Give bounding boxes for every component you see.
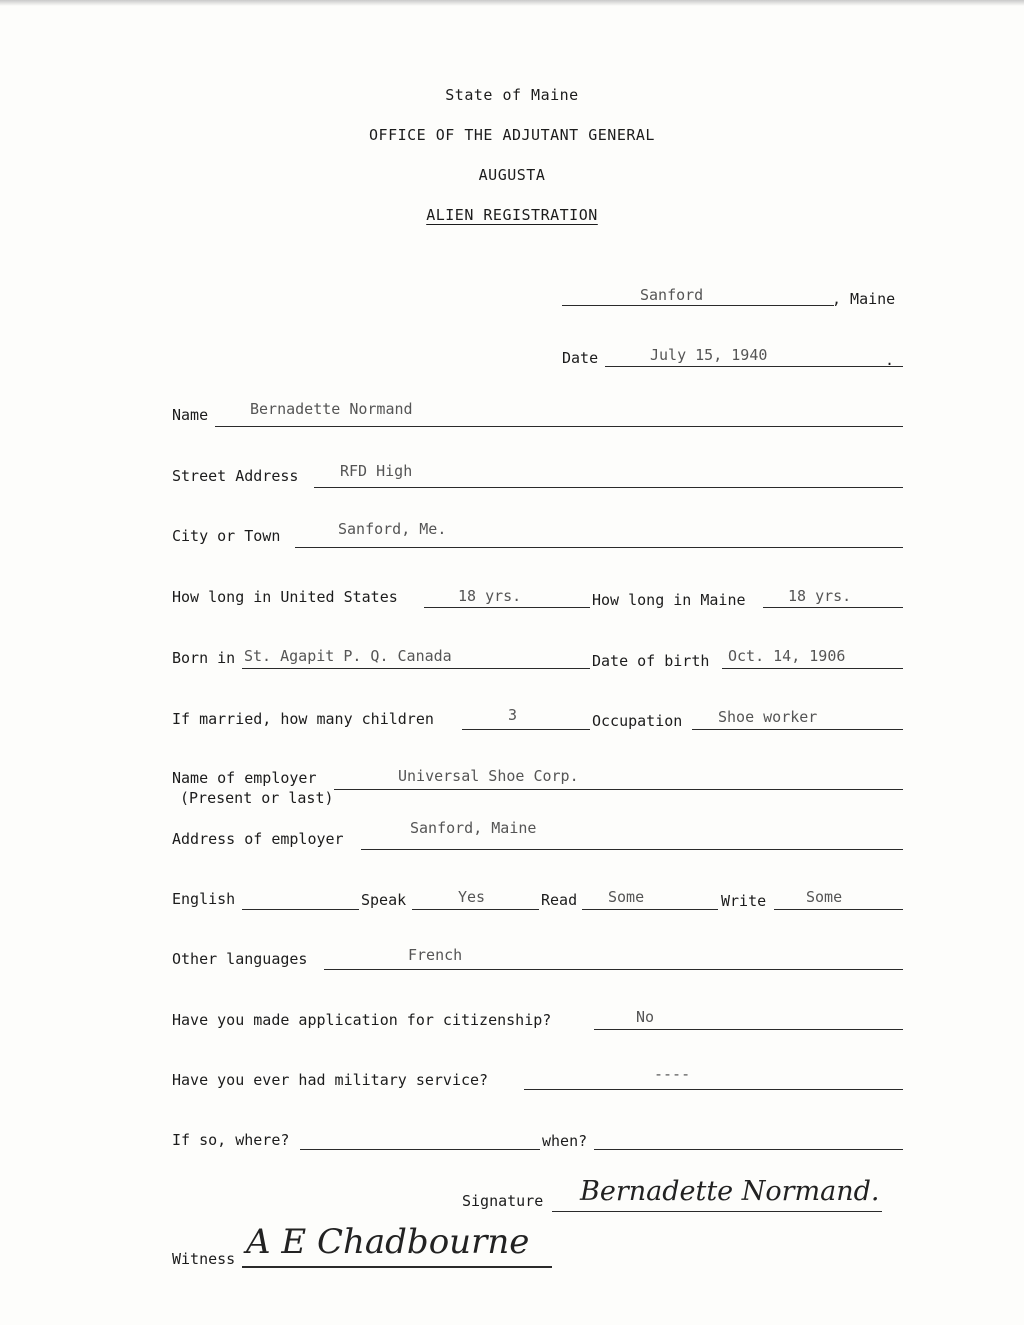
- town-value: Sanford: [640, 286, 704, 304]
- when-line: [594, 1149, 903, 1150]
- employer-sublabel: (Present or last): [180, 789, 334, 807]
- occupation-line: [692, 729, 903, 730]
- citizenship-value: No: [636, 1008, 655, 1026]
- us-years-line: [424, 607, 590, 608]
- where-label: If so, where?: [172, 1131, 290, 1149]
- children-label: If married, how many children: [172, 710, 434, 728]
- name-value: Bernadette Normand: [250, 400, 413, 418]
- maine-years-label: How long in Maine: [592, 591, 746, 609]
- us-years-label: How long in United States: [172, 588, 398, 606]
- other-languages-value: French: [408, 946, 463, 964]
- name-line: [215, 426, 903, 427]
- born-in-value: St. Agapit P. Q. Canada: [244, 647, 452, 665]
- other-languages-line: [324, 969, 903, 970]
- employer-value: Universal Shoe Corp.: [398, 767, 579, 785]
- town-state-label: , Maine: [832, 290, 896, 308]
- signature-value: Bernadette Normand.: [580, 1176, 880, 1207]
- where-line: [300, 1149, 540, 1150]
- other-languages-label: Other languages: [172, 950, 308, 968]
- witness-label: Witness: [172, 1250, 236, 1268]
- employer-address-line: [361, 849, 903, 850]
- us-years-value: 18 yrs.: [458, 587, 522, 605]
- citizenship-label: Have you made application for citizenship?: [172, 1011, 552, 1029]
- dob-value: Oct. 14, 1906: [728, 647, 846, 665]
- maine-years-value: 18 yrs.: [788, 587, 852, 605]
- occupation-value: Shoe worker: [718, 708, 818, 726]
- town-line: [562, 305, 834, 306]
- children-line: [462, 729, 590, 730]
- header-office: OFFICE OF THE ADJUTANT GENERAL: [369, 126, 655, 144]
- write-value: Some: [806, 888, 843, 906]
- read-line: [582, 909, 718, 910]
- header-city: AUGUSTA: [478, 166, 546, 184]
- military-label: Have you ever had military service?: [172, 1071, 489, 1089]
- employer-line: [334, 789, 903, 790]
- employer-label: Name of employer: [172, 769, 317, 787]
- military-value: ----: [654, 1065, 691, 1083]
- read-value: Some: [608, 888, 645, 906]
- born-in-line: [242, 668, 590, 669]
- born-in-label: Born in: [172, 649, 236, 667]
- employer-address-value: Sanford, Maine: [410, 819, 537, 837]
- read-label: Read: [541, 891, 578, 909]
- write-line: [774, 909, 903, 910]
- date-line: [605, 366, 903, 367]
- witness-line: [242, 1266, 552, 1268]
- speak-line: [412, 909, 539, 910]
- street-value: RFD High: [340, 462, 413, 480]
- date-value: July 15, 1940: [650, 346, 768, 364]
- signature-label: Signature: [462, 1192, 544, 1210]
- children-value: 3: [508, 706, 518, 724]
- form-title: ALIEN REGISTRATION: [426, 206, 598, 224]
- dob-label: Date of birth: [592, 652, 710, 670]
- military-line: [524, 1089, 903, 1090]
- when-label: when?: [542, 1132, 588, 1150]
- date-label: Date: [562, 349, 599, 367]
- speak-label: Speak: [361, 891, 407, 909]
- date-period: .: [885, 351, 895, 369]
- occupation-label: Occupation: [592, 712, 683, 730]
- speak-value: Yes: [458, 888, 486, 906]
- dob-line: [722, 668, 903, 669]
- city-value: Sanford, Me.: [338, 520, 447, 538]
- english-line: [242, 909, 359, 910]
- city-label: City or Town: [172, 527, 281, 545]
- header-state: State of Maine: [445, 86, 579, 104]
- write-label: Write: [721, 892, 767, 910]
- english-label: English: [172, 890, 236, 908]
- signature-line: [552, 1211, 882, 1212]
- employer-address-label: Address of employer: [172, 830, 344, 848]
- name-label: Name: [172, 406, 209, 424]
- scan-edge: [0, 0, 1024, 6]
- street-line: [314, 487, 903, 488]
- street-label: Street Address: [172, 467, 299, 485]
- city-line: [295, 547, 903, 548]
- witness-signature: A E Chadbourne: [246, 1222, 530, 1262]
- citizenship-line: [594, 1029, 903, 1030]
- maine-years-line: [763, 607, 903, 608]
